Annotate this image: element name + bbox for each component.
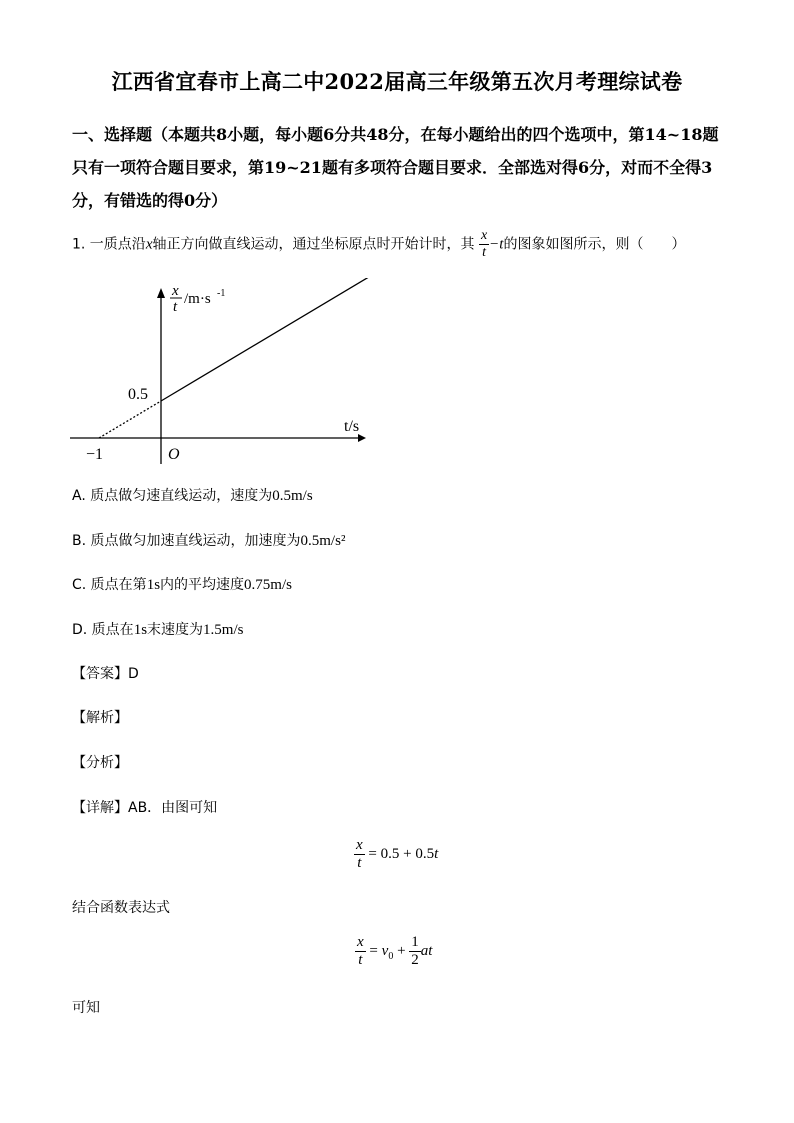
keji-text: 可知 [72, 1000, 100, 1016]
eq2-den: t [358, 952, 363, 968]
x-tick-label: −1 [86, 446, 104, 463]
detail-label: 【详解】 [72, 800, 128, 816]
option-b-value: 0.5m/s² [300, 533, 346, 549]
option-c [72, 574, 292, 594]
dashed-series-line [99, 401, 161, 438]
y-axis-arrow [157, 288, 165, 298]
option-d-pre: D. 质点在 [72, 622, 134, 638]
eq2-num: x [357, 934, 364, 950]
y-axis-label-num: x [172, 283, 179, 299]
eq2-half-den: 2 [411, 952, 419, 968]
option-a [72, 485, 313, 505]
answer-label: 【答案】 [72, 666, 128, 682]
x-axis-label: t/s [344, 418, 360, 435]
option-d-value: 1.5m/s [203, 622, 244, 638]
fenxi-label: 【分析】 [72, 755, 128, 771]
eq2-equals: = [369, 942, 382, 959]
stem-after: 的图象如图所示，则（ ） [503, 236, 686, 253]
y-tick-label: 0.5 [128, 386, 148, 403]
eq1-rhs: = 0.5 + 0.5 [368, 845, 435, 862]
equation-1 [354, 838, 438, 871]
detail-text: AB．由图可知 [128, 800, 218, 816]
eq2-half-num: 1 [411, 934, 419, 950]
option-d-text: 末速度为 [147, 622, 204, 638]
option-b-text: B. 质点做匀加速直线运动，加速度为 [72, 533, 301, 549]
eq2-sub: 0 [388, 950, 394, 962]
question-1-stem [72, 229, 685, 260]
option-c-text: 内的平均速度 [160, 577, 245, 593]
eq2-v: v [381, 942, 389, 959]
eq1-var: t [434, 845, 439, 862]
stem-var-x: x [145, 236, 153, 253]
eq2-plus: + [393, 942, 410, 959]
option-c-mid: 1s [146, 577, 161, 593]
equation-2 [355, 935, 432, 968]
xt-t-graph [60, 278, 380, 468]
eq1-fraction [354, 838, 365, 871]
stem-middle: 轴正方向做直线运动，通过坐标原点时开始计时，其 [152, 236, 475, 253]
y-axis-label-exp: -1 [217, 288, 226, 299]
stem-fraction-den: t [482, 245, 486, 260]
option-a-value: 0.5m/s [272, 488, 313, 504]
stem-before: 1. 一质点沿 [72, 236, 146, 253]
eq2-at: at [420, 942, 433, 959]
option-d-mid: 1s [133, 622, 148, 638]
answer-value: D [128, 666, 139, 682]
combine-text: 结合函数表达式 [72, 900, 170, 916]
detail-line [72, 797, 217, 817]
y-axis-label-unit: /m·s [184, 291, 211, 307]
option-b [72, 530, 345, 550]
origin-label: O [168, 446, 180, 463]
option-a-text: A. 质点做匀速直线运动，速度为 [72, 488, 273, 504]
y-axis-label-den: t [173, 299, 178, 315]
x-axis-arrow [358, 434, 366, 442]
page-title: 江西省宜春市上高二中2022届高三年级第五次月考理综试卷 [111, 69, 683, 94]
analysis-label: 【解析】 [72, 710, 128, 726]
stem-dash-t: −t [489, 236, 504, 253]
eq2-half [409, 935, 421, 968]
answer-line [72, 663, 139, 683]
stem-fraction [479, 229, 489, 260]
eq1-num: x [356, 837, 363, 853]
option-d [72, 619, 243, 639]
eq2-fraction [355, 935, 366, 968]
stem-fraction-num: x [480, 228, 488, 243]
eq1-den: t [357, 855, 362, 871]
option-c-value: 0.75m/s [244, 577, 292, 593]
section-heading: 一、选择题（本题共8小题，每小题6分共48分，在每小题给出的四个选项中，第14~18题只有一项符合题目要求，第19~21题有多项符合题目要求．全部选对得6分，对而不全得3分，有错选的得0分） [72, 125, 719, 210]
option-c-pre: C. 质点在第 [72, 577, 147, 593]
